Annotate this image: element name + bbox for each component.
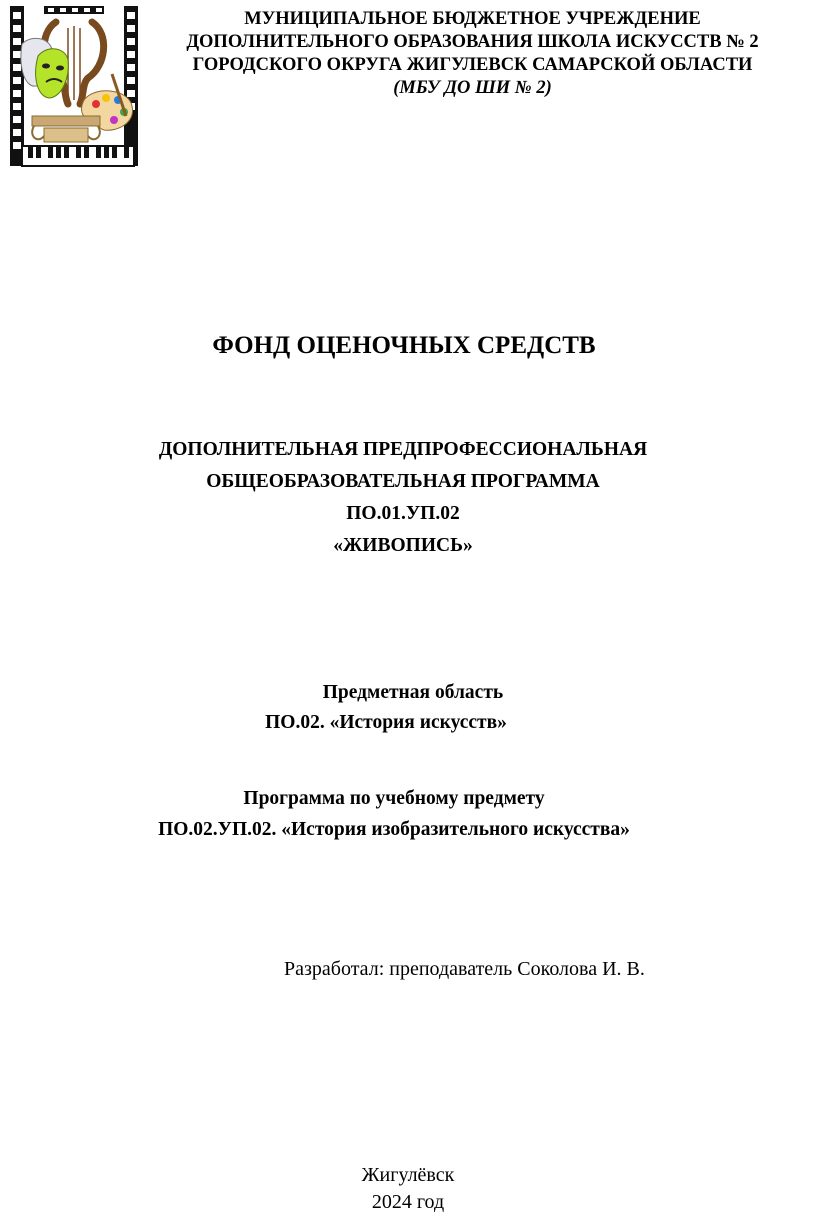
subject-program-block <box>0 783 816 845</box>
program-line-1: ДОПОЛНИТЕЛЬНАЯ ПРЕДПРОФЕССИОНАЛЬНАЯ <box>158 439 648 460</box>
school-emblem <box>8 4 140 170</box>
footer-block <box>300 1162 516 1216</box>
subject-area-value: ПО.02. «История искусств» <box>265 712 507 733</box>
footer-city: Жигулёвск <box>361 1164 455 1186</box>
subject-program-label: Программа по учебному предмету <box>243 788 545 809</box>
header-abbreviation: (МБУ ДО ШИ № 2) <box>393 78 552 98</box>
art-school-emblem-icon <box>8 4 140 170</box>
subject-area-label: Предметная область <box>322 682 504 703</box>
subject-area-block <box>0 678 816 738</box>
program-block <box>0 434 816 562</box>
program-code: ПО.01.УП.02 <box>346 503 460 524</box>
program-name: «ЖИВОПИСЬ» <box>333 535 473 556</box>
footer-year: 2024 год <box>371 1191 445 1213</box>
program-line-2: ОБЩЕОБРАЗОВАТЕЛЬНАЯ ПРОГРАММА <box>206 471 600 492</box>
header-line-2: ДОПОЛНИТЕЛЬНОГО ОБРАЗОВАНИЯ ШКОЛА ИСКУССТВ № 2 <box>186 32 759 52</box>
header-line-3: ГОРОДСКОГО ОКРУГА ЖИГУЛЕВСК САМАРСКОЙ ОБЛАСТИ <box>192 55 753 75</box>
document-title: ФОНД ОЦЕНОЧНЫХ СРЕДСТВ <box>212 332 596 359</box>
subject-program-value: ПО.02.УП.02. «История изобразительного искусства» <box>158 819 630 840</box>
institution-header <box>150 8 795 100</box>
header-line-1: МУНИЦИПАЛЬНОЕ БЮДЖЕТНОЕ УЧРЕЖДЕНИЕ <box>244 9 701 29</box>
author-line: Разработал: преподаватель Соколова И. В. <box>284 958 645 980</box>
